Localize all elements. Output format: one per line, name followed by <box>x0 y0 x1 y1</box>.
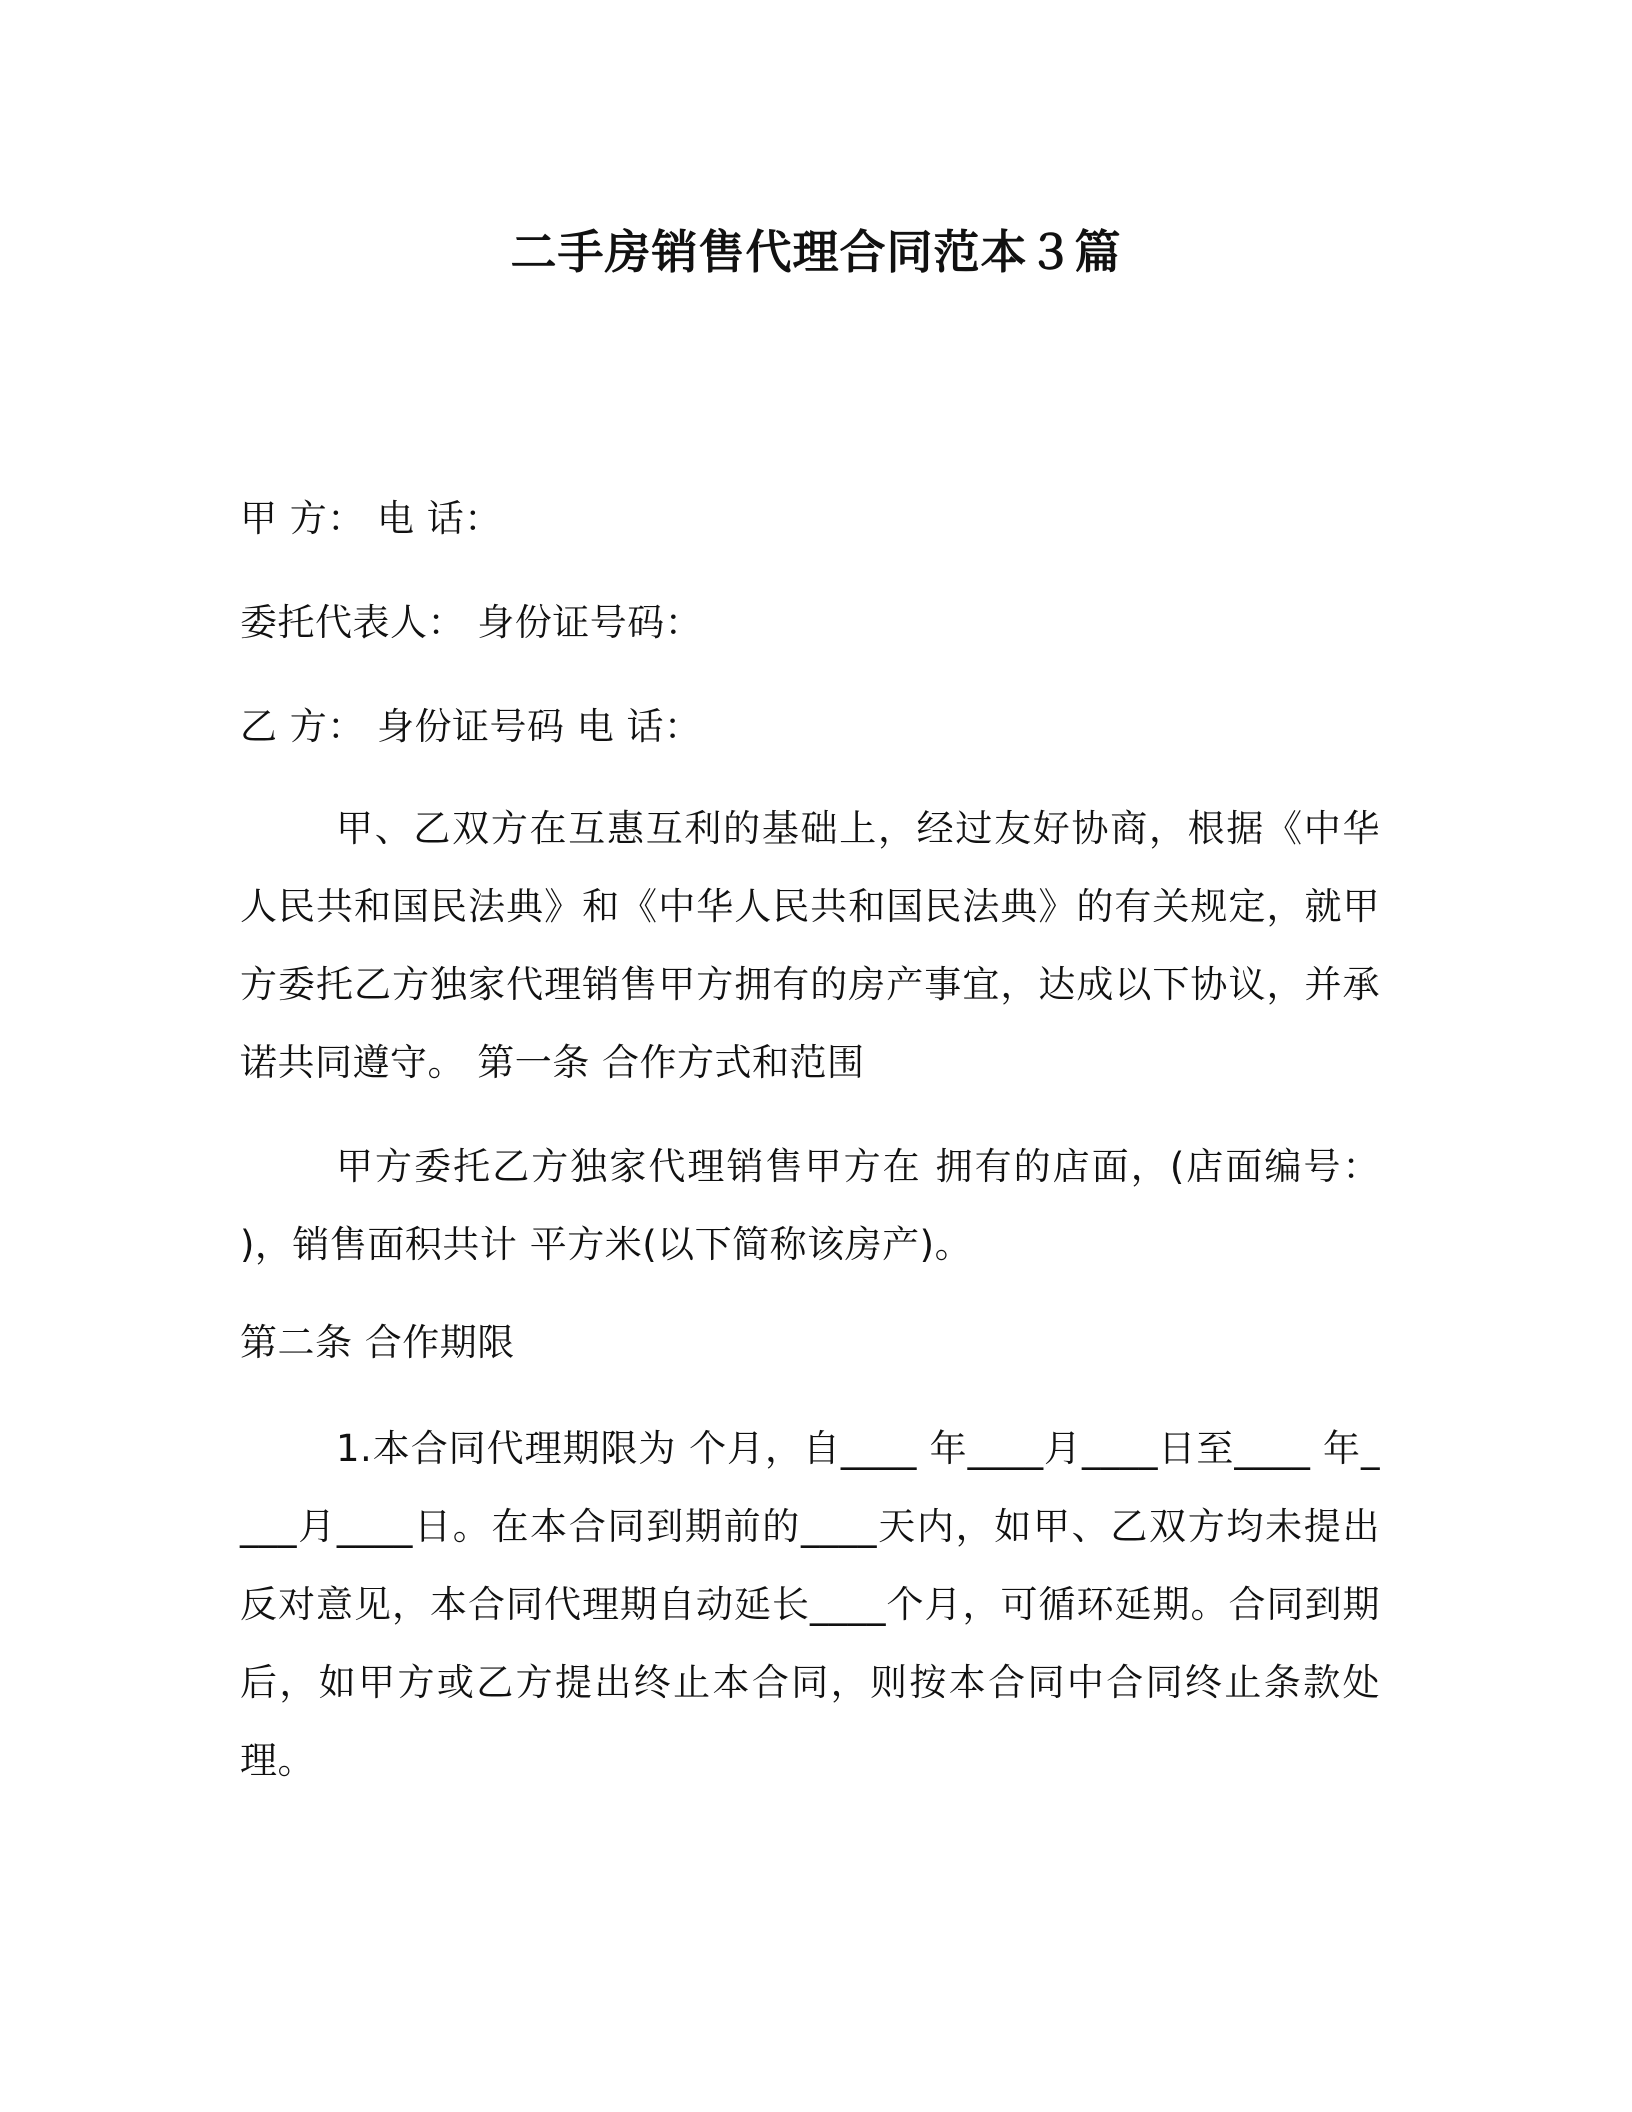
article2-item1-paragraph: 1.本合同代理期限为 个月，自____ 年____月____日至____ 年____月____日。在本合同到期前的____天内，如甲、乙双方均未提出反对意见，本合同代理期自动延长____个月，可循环延期。合同到期后，如甲方或乙方提出终止本合同，则按本合同中合同终止条款处理。 <box>240 1427 1380 1782</box>
representative-field: 委托代表人： 身份证号码： <box>240 601 703 644</box>
party-a-field: 甲 方： 电 话： <box>240 497 502 540</box>
document-title: 二手房销售代理合同范本３篇 <box>510 225 1122 279</box>
article1-body-paragraph: 甲方委托乙方独家代理销售甲方在 拥有的店面，(店面编号： )，销售面积共计 平方米(以下简称该房产)。 <box>240 1145 1380 1266</box>
party-b-field: 乙 方： 身份证号码 电 话： <box>240 705 702 748</box>
article2-heading: 第二条 合作期限 <box>240 1321 515 1364</box>
intro-paragraph: 甲、乙双方在互惠互利的基础上，经过友好协商，根据《中华人民共和国民法典》和《中华人民共和国民法典》的有关规定，就甲方委托乙方独家代理销售甲方拥有的房产事宜，达成以下协议，并承诺共同遵守。 第一条 合作方式和范围 <box>240 807 1380 1084</box>
